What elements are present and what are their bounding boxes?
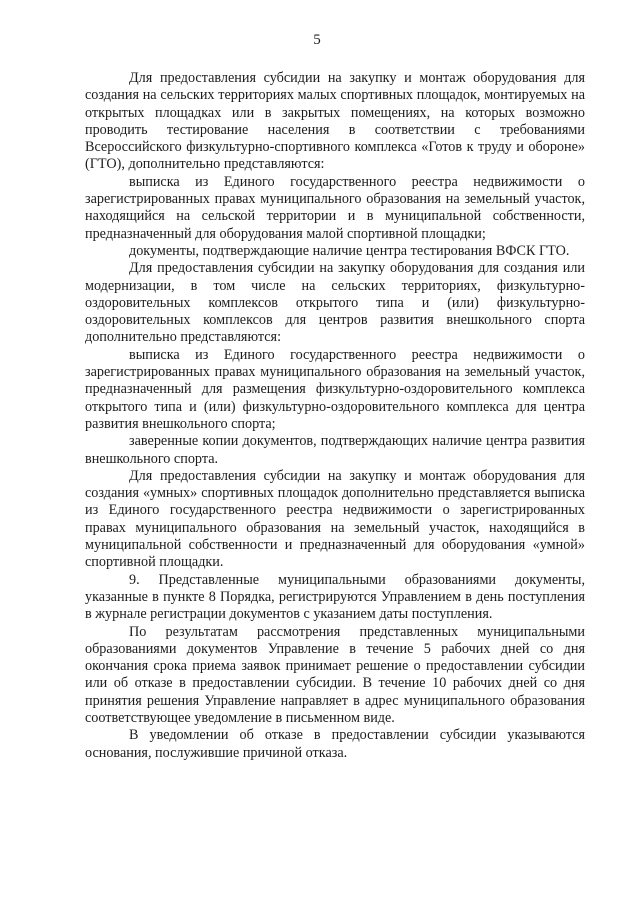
paragraph-registry-extract-land-plot: выписка из Единого государственного реестра недвижимости о зарегистрированных правах муниципального образования на земельный участок, находящийся на сельской территории и в муниципальной собственности, предназначенный для оборудования малой спортивной площадки; — [85, 173, 585, 242]
page-number: 5 — [313, 32, 321, 48]
paragraph-review-decision: По результатам рассмотрения представленных муниципальными образованиями документов Управление в течение 5 рабочих дней со дня окончания срока приема заявок принимает решение о предоставлении субсидии или об отказе в предоставлении субсидии. В течение 10 рабочих дней со дня принятия решения Управление направляет в адрес муниципального образования соответствующее уведомление в письменном виде. — [85, 623, 585, 726]
paragraph-gto-center-documents: документы, подтверждающие наличие центра тестирования ВФСК ГТО. — [129, 242, 570, 259]
document-body — [85, 70, 585, 762]
paragraph-refusal-notice: В уведомлении об отказе в предоставлении субсидии указываются основания, послужившие причиной отказа. — [85, 727, 585, 761]
paragraph-subsidy-fitness-complexes: Для предоставления субсидии на закупку оборудования для создания или модернизации, в том числе на сельских территориях, физкультурно-оздоровительных комплексов открытого типа и (или) физкультурно-оздоровительных комплексов для центров развития внешкольного спорта дополнительно представляются: — [85, 260, 585, 346]
paragraph-registry-extract-fitness-complex: выписка из Единого государственного реестра недвижимости о зарегистрированных правах муниципального образования на земельный участок, предназначенный для размещения физкультурно-оздоровительного комплекса открытого типа и (или) физкультурно-оздоровительного комплекса для центра развития внешкольного спорта; — [85, 346, 585, 432]
paragraph-subsidy-small-sports-grounds: Для предоставления субсидии на закупку и монтаж оборудования для создания на сельских территориях малых спортивных площадок, монтируемых на открытых площадках или в закрытых помещениях, на которых возможно проводить тестирование населения в соответствии с требованиями Всероссийского физкультурно-спортивного комплекса «Готов к труду и обороне» (ГТО), дополнительно представляются: — [85, 70, 585, 173]
paragraph-certified-copies: заверенные копии документов, подтверждающих наличие центра развития внешкольного спорта. — [85, 433, 585, 467]
paragraph-item-9-registration: 9. Представленные муниципальными образованиями документы, указанные в пункте 8 Порядка, регистрируются Управлением в день поступления в журнале регистрации документов с указанием даты поступления. — [85, 571, 585, 623]
paragraph-subsidy-smart-grounds: Для предоставления субсидии на закупку и монтаж оборудования для создания «умных» спортивных площадок дополнительно представляется выписка из Единого государственного реестра недвижимости о зарегистрированных правах муниципального образования на земельный участок, находящийся в муниципальной собственности и предназначенный для оборудования «умной» спортивной площадки. — [85, 467, 585, 571]
